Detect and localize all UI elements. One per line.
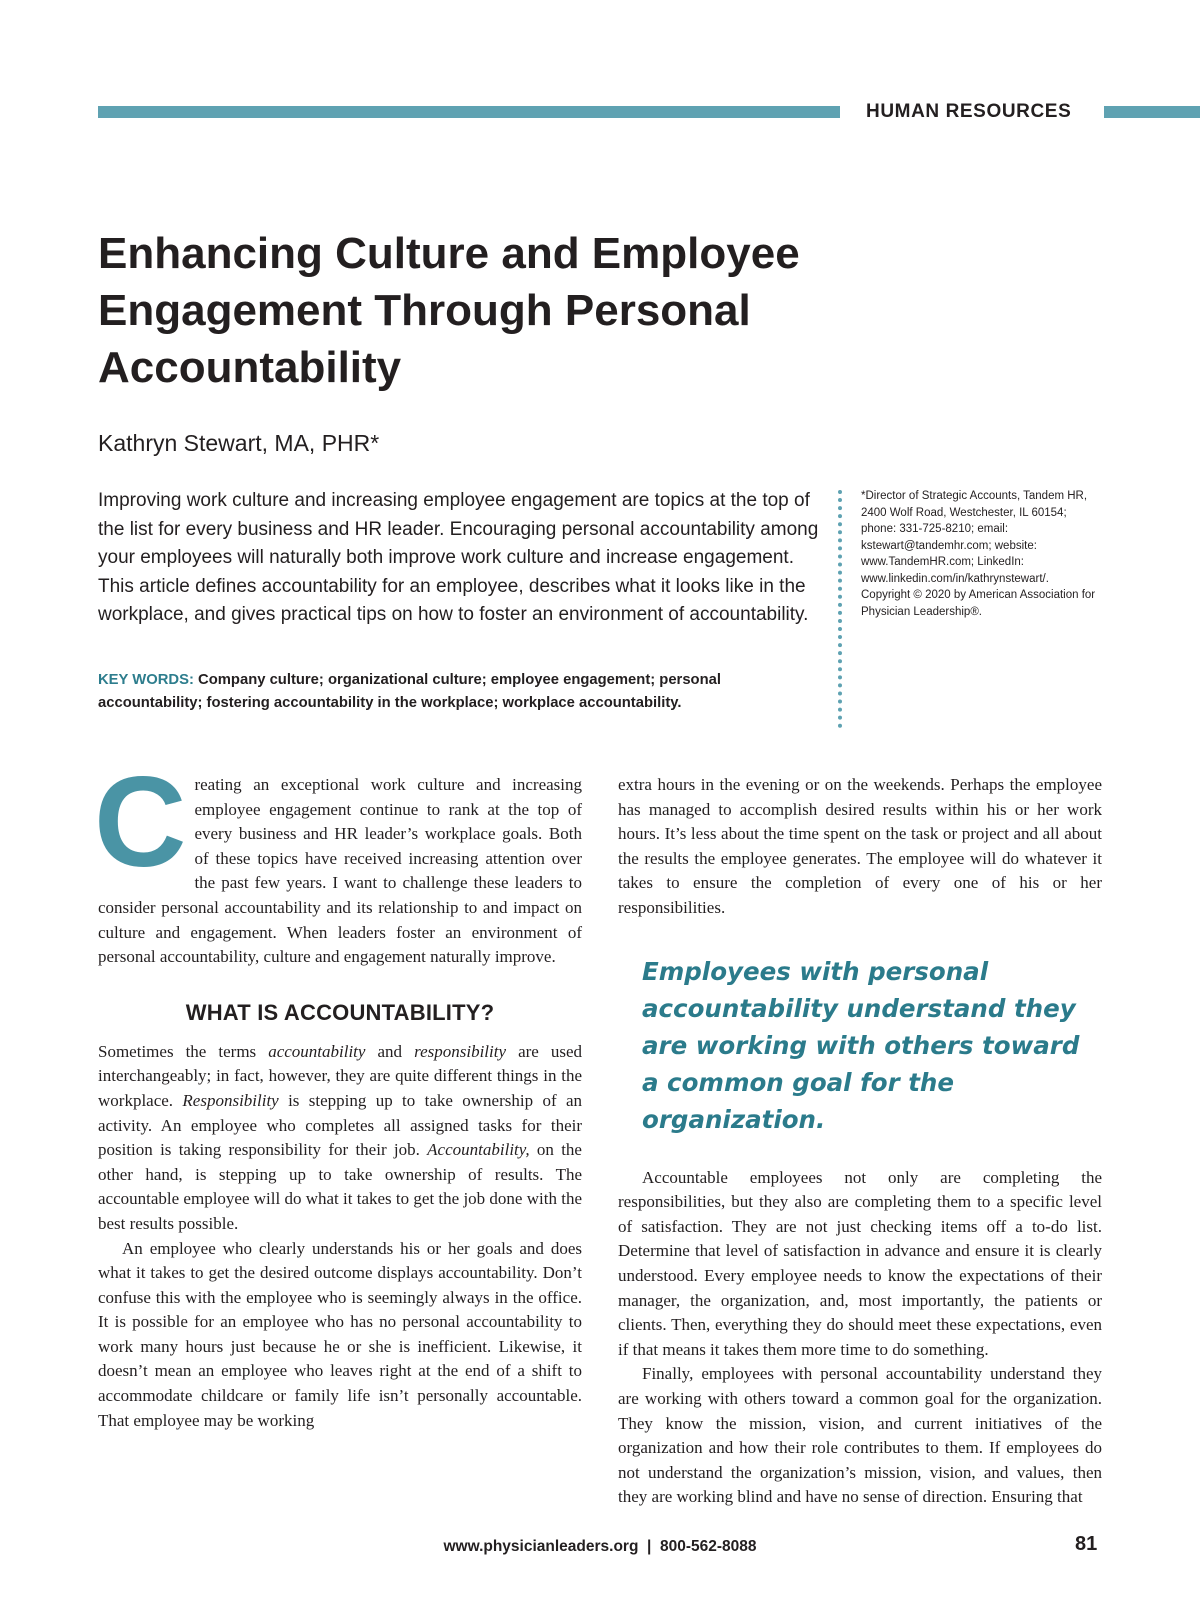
section-heading: WHAT IS ACCOUNTABILITY? xyxy=(185,999,495,1025)
body-column-left xyxy=(94,751,583,1433)
keywords-text: Company culture; organizational culture; employee engagement; personal accountability; fostering accountability in the workplace; workplace accountability. xyxy=(98,672,721,711)
intro-paragraph xyxy=(94,751,582,970)
text-run: Sometimes the terms xyxy=(98,1041,269,1061)
article-title: Enhancing Culture and Employee Engagement Through Personal Accountability xyxy=(98,229,800,392)
term-responsibility: Responsibility xyxy=(182,1090,279,1110)
paragraph-employee: An employee who clearly understands his or her goals and does what it takes to get the desired outcome displays accountability. Don’t confuse this with the employee who is seemingly always in the office. It is possible for an employee who has no personal accountability to work many hours just because he or she is inefficient. Likewise, it doesn’t mean an employee who leaves right at the end of a shift to accommodate childcare or family life isn’t personally accountable. That employee may be working xyxy=(98,1238,582,1430)
body-column-right xyxy=(618,773,1102,1510)
paragraph-common-goal: Finally, employees with personal accountability understand they are working with others toward a common goal for the organization. They know the mission, vision, and current initiatives of the organization and how their role contributes to them. If employees do not understand the organization’s mission, vision, and values, then they are working blind and have no sense of direction. Ensuring that xyxy=(618,1364,1102,1507)
paragraph-continued: extra hours in the evening or on the weekends. Perhaps the employee has managed to accomplish desired results within his or her work hours. It’s less about the time spent on the task or project and all about the results the employee generates. The employee will do whatever it takes to ensure the completion of every one of his or her responsibilities. xyxy=(618,775,1102,917)
paragraph-satisfaction: Accountable employees not only are completing the responsibilities, but they also are completing them to a specific level of satisfaction. They are not just checking items off a to-do list. Determine that level of satisfaction in advance and ensure it is clearly understood. Every employee needs to know the expectations of their manager, the organization, and, most importantly, the patients or clients. Then, everything they do should meet these expectations, even if that means it takes them more time to do something. xyxy=(618,1167,1102,1359)
text-run: on the other hand, is stepping up to take ownership of results. The accountable employee will do what it takes to get the job done with the best results possible. xyxy=(98,1140,582,1233)
text-run: is stepping up to take ownership of an activity. An employee who completes all assigned tasks for their position is taking responsibility for their job. xyxy=(98,1090,582,1160)
footer-contact: www.physicianleaders.org | 800-562-8088 xyxy=(443,1538,757,1555)
drop-cap: C xyxy=(94,751,187,894)
page-number: 81 xyxy=(1075,1533,1098,1555)
header-rule-left xyxy=(98,106,840,118)
author-footnote: *Director of Strategic Accounts, Tandem HR, 2400 Wolf Road, Westchester, IL 60154; phone: 331-725-8210; email: kstewart@tandemhr.com; website: www.TandemHR.com; LinkedIn: www.linkedin.com/in/kathrynstewart/. Copyright © 2020 by American Association for Physician Leadership®. xyxy=(861,490,1096,618)
pull-quote: Employees with personal accountability understand they are working with others toward a common goal for the organization. xyxy=(642,956,1080,1134)
author-byline: Kathryn Stewart, MA, PHR* xyxy=(98,430,380,456)
keywords xyxy=(98,669,820,714)
term-accountability: Accountability, xyxy=(427,1140,530,1160)
section-label: HUMAN RESOURCES xyxy=(866,101,1072,122)
term-responsibility: responsibility xyxy=(414,1041,507,1061)
paragraph-definitions xyxy=(98,1040,582,1237)
dotted-divider xyxy=(838,490,842,728)
keywords-label: KEY WORDS: xyxy=(98,672,194,688)
text-run: and xyxy=(365,1041,415,1061)
term-accountability: accountability xyxy=(268,1041,366,1061)
header-rule-right xyxy=(1104,106,1200,118)
intro-text: reating an exceptional work culture and increasing employee engagement continue to rank at the top of every business and HR leader’s workplace goals. Both of these topics have received increasing attention over the past few years. I want to challenge these leaders to consider personal accountability and its relationship to and impact on culture and engagement. When leaders foster an environment of personal accountability, culture and engagement naturally improve. xyxy=(98,775,582,967)
text-run: are used interchangeably; in fact, however, they are quite different things in the workplace. xyxy=(98,1041,583,1110)
abstract: Improving work culture and increasing employee engagement are topics at the top of the list for every business and HR leader. Encouraging personal accountability among your employees will naturally both improve work culture and increase engagement. This article defines accountability for an employee, describes what it looks like in the workplace, and gives practical tips on how to foster an environment of accountability. xyxy=(98,490,819,625)
